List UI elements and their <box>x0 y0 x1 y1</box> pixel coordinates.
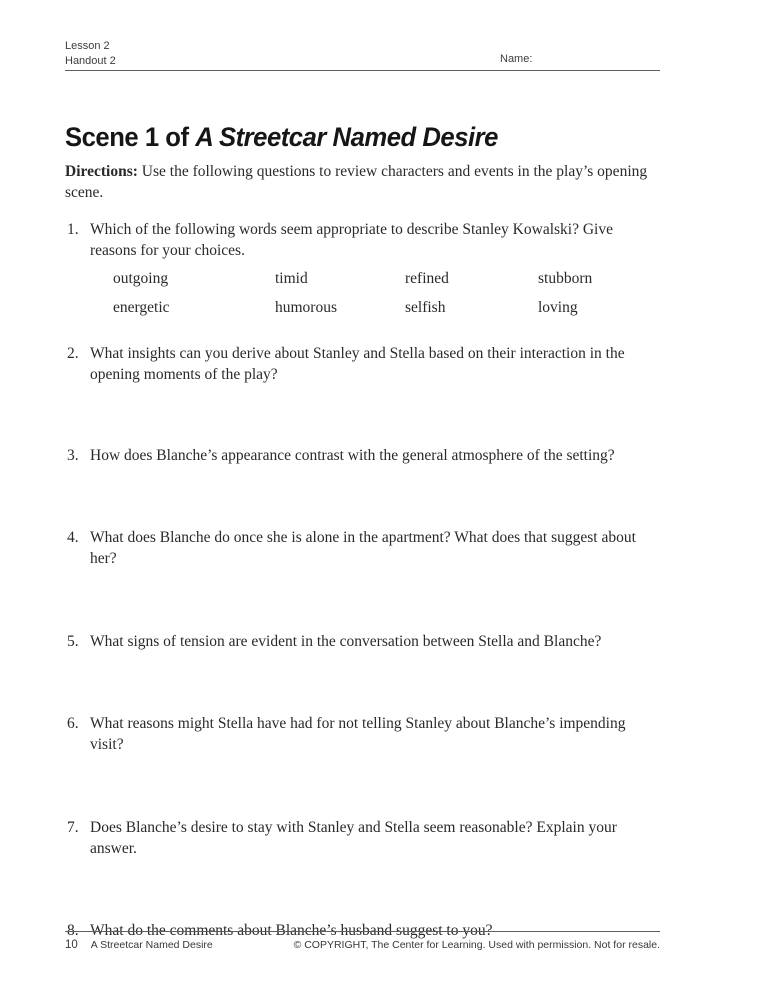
question-number: 7. <box>67 819 79 836</box>
page-header <box>65 39 660 71</box>
directions <box>65 161 660 203</box>
question-3 <box>65 445 660 466</box>
word-option: outgoing <box>113 270 169 287</box>
question-7 <box>65 817 660 859</box>
question-text: What do the comments about Blanche’s husband suggest to you? <box>90 922 493 939</box>
question-text: What does Blanche do once she is alone in the apartment? What does that suggest about her? <box>90 529 636 567</box>
page-number: 10 <box>65 939 78 951</box>
copyright-notice: © COPYRIGHT, The Center for Learning. Used with permission. Not for resale. <box>293 939 660 951</box>
footer-book-title: A Streetcar Named Desire <box>90 939 213 951</box>
question-6 <box>65 713 660 755</box>
question-number: 6. <box>67 715 79 732</box>
question-2 <box>65 343 660 385</box>
page-title <box>65 122 660 152</box>
word-option: energetic <box>113 299 170 316</box>
question-text: What signs of tension are evident in the conversation between Stella and Blanche? <box>90 633 602 650</box>
question-text: Does Blanche’s desire to stay with Stanley and Stella seem reasonable? Explain your answer. <box>90 819 617 857</box>
word-option: humorous <box>275 299 337 316</box>
question-text: Which of the following words seem appropriate to describe Stanley Kowalski? Give reasons for your choices. <box>90 221 613 259</box>
handout-label: Handout 2 <box>65 55 116 67</box>
word-option: loving <box>538 299 578 316</box>
word-choice-grid <box>113 268 660 318</box>
title-prefix: Scene 1 of <box>65 122 196 152</box>
word-option: selfish <box>405 299 446 316</box>
question-number: 2. <box>67 345 79 362</box>
question-number: 8. <box>67 922 79 939</box>
footer-left <box>65 939 213 951</box>
lesson-label: Lesson 2 <box>65 40 110 52</box>
directions-label: Directions: <box>65 163 138 180</box>
question-4 <box>65 527 660 569</box>
question-number: 1. <box>67 221 79 238</box>
question-1 <box>65 219 660 261</box>
title-play-name: A Streetcar Named Desire <box>195 122 498 152</box>
name-field-label: Name: <box>500 53 533 65</box>
page-footer <box>65 931 660 951</box>
word-option: timid <box>275 270 308 287</box>
question-number: 5. <box>67 633 79 650</box>
question-number: 3. <box>67 447 79 464</box>
question-5 <box>65 631 660 652</box>
question-text: What reasons might Stella have had for not telling Stanley about Blanche’s impending visit? <box>90 715 626 753</box>
question-text: What insights can you derive about Stanley and Stella based on their interaction in the opening moments of the play? <box>90 345 625 383</box>
word-option: refined <box>405 270 449 287</box>
question-number: 4. <box>67 529 79 546</box>
word-option: stubborn <box>538 270 593 287</box>
question-text: How does Blanche’s appearance contrast with the general atmosphere of the setting? <box>90 447 615 464</box>
directions-text: Use the following questions to review characters and events in the play’s opening scene. <box>65 163 648 201</box>
